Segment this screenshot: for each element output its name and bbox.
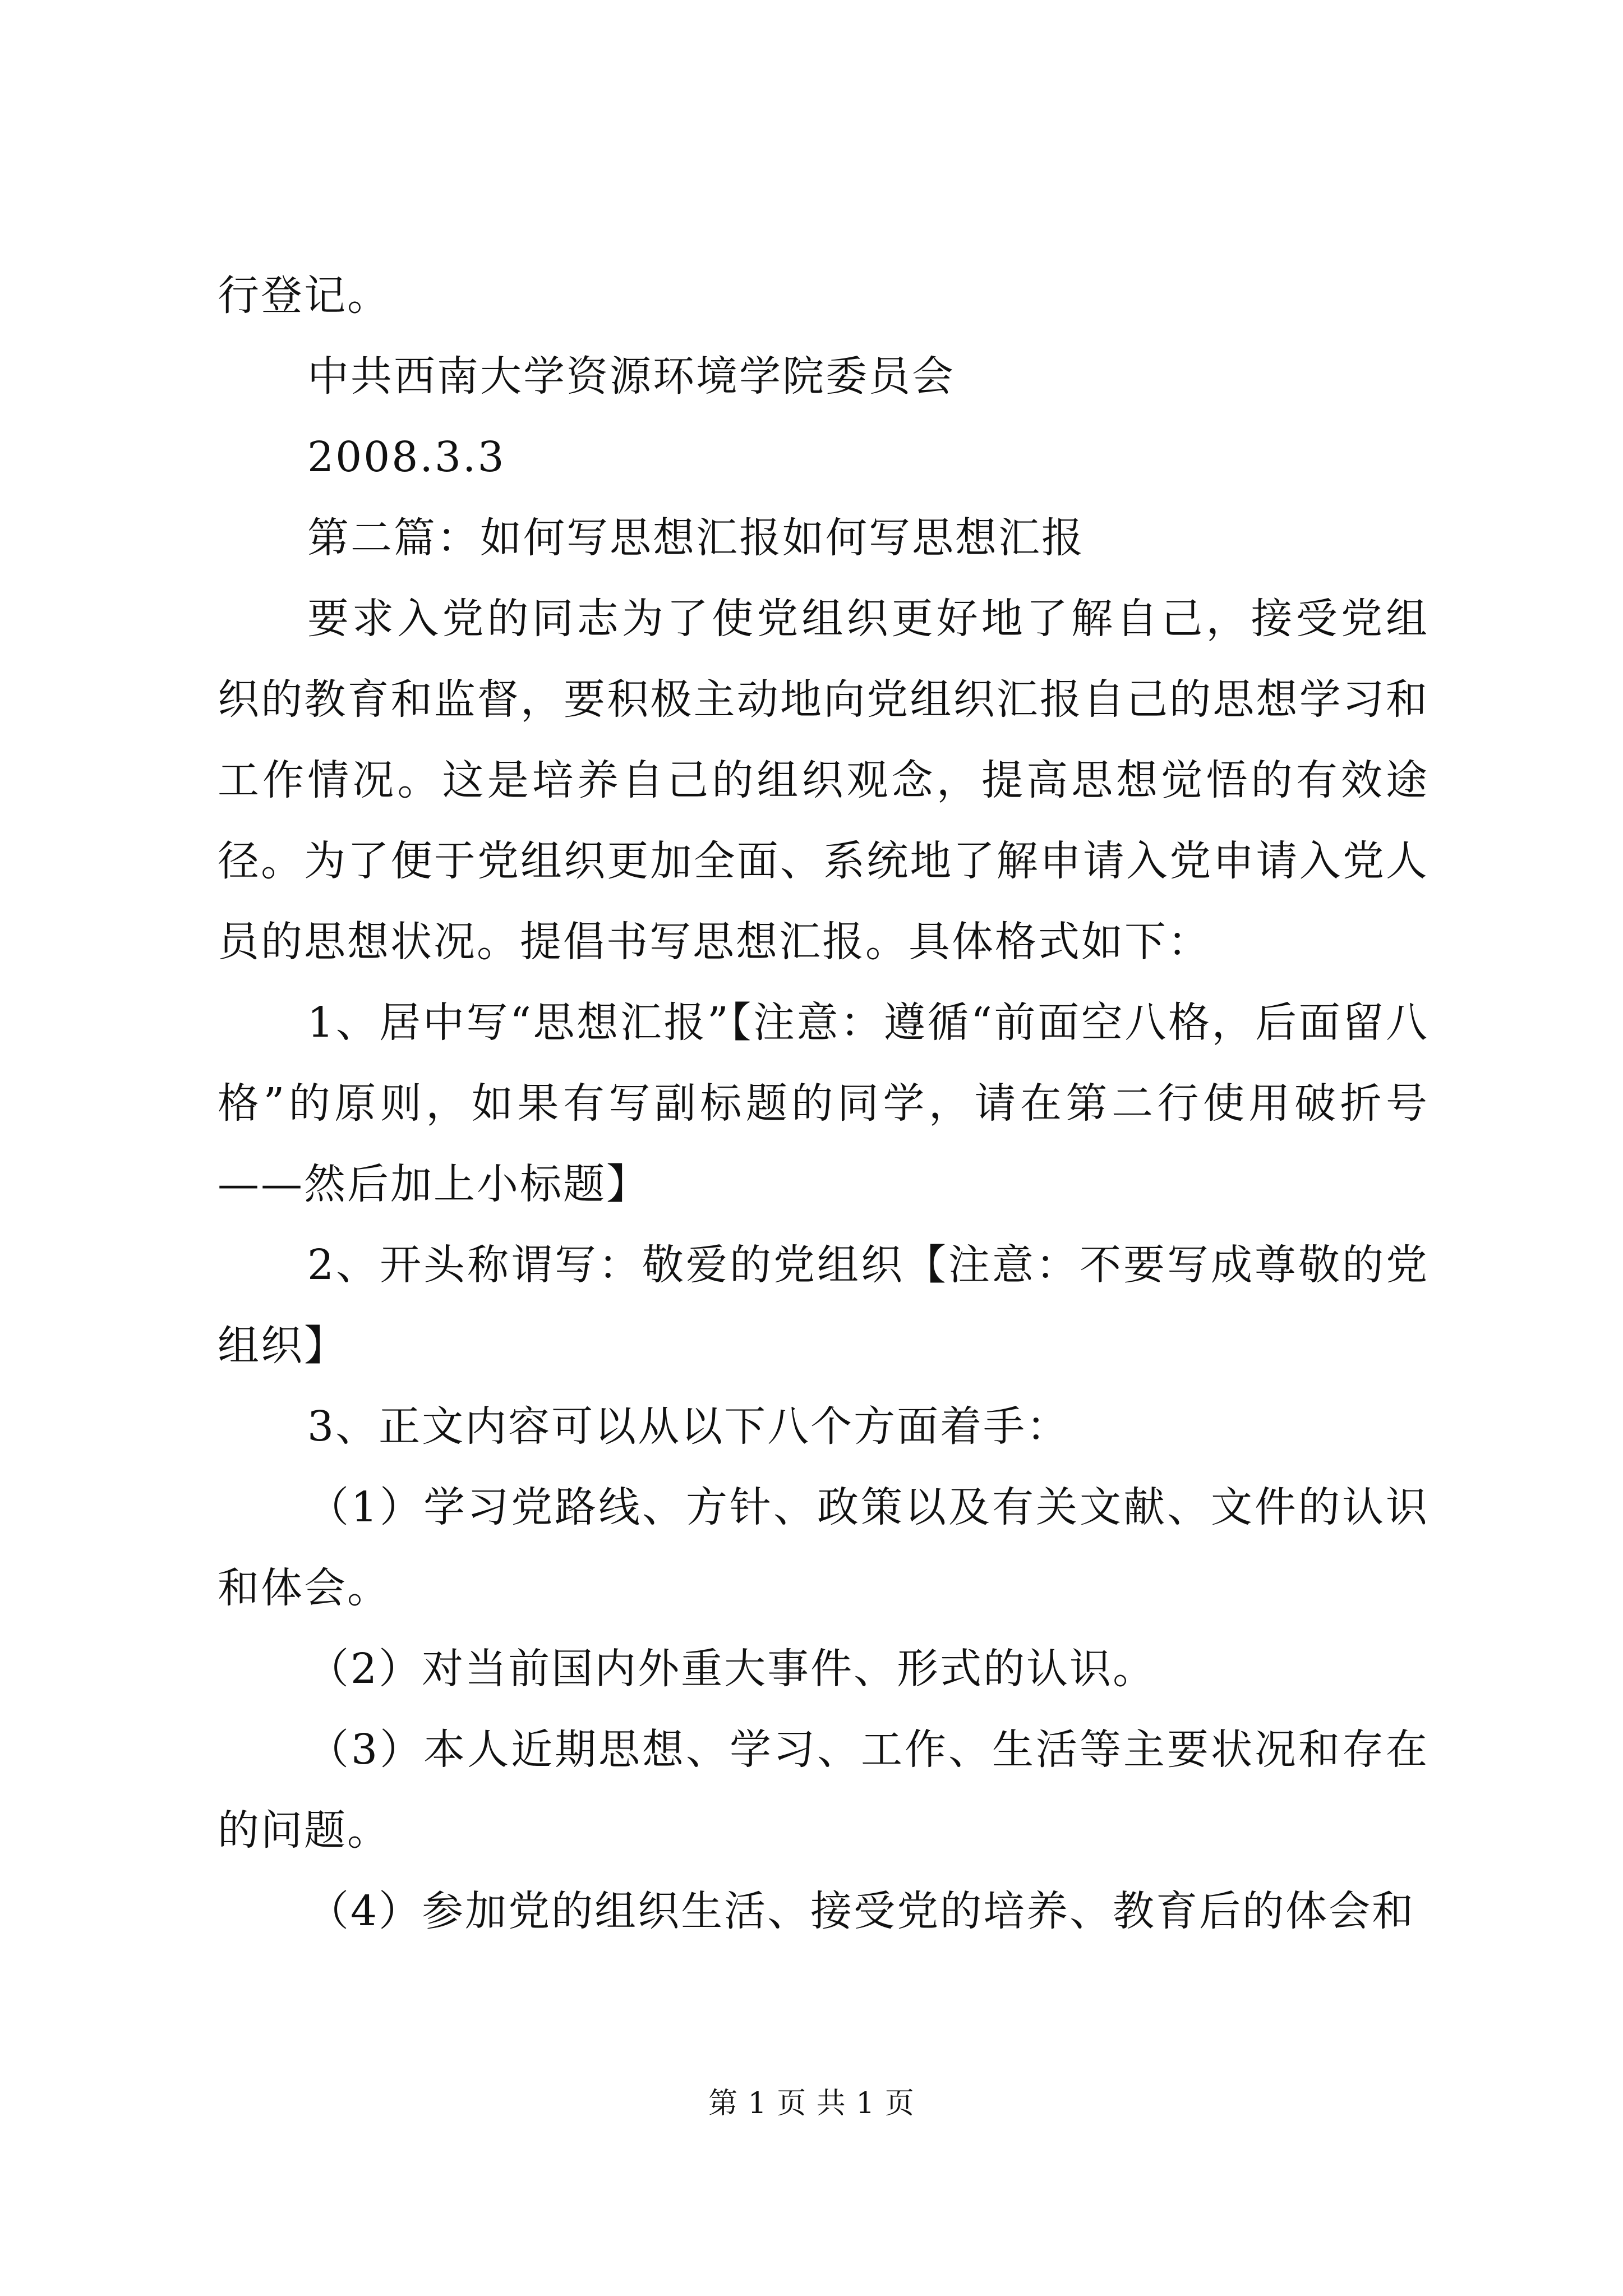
paragraph-subitem-3: （3）本人近期思想、学习、工作、生活等主要状况和存在的问题。 xyxy=(218,1726,1429,1855)
paragraph-subitem-2: （2）对当前国内外重大事件、形式的认识。 xyxy=(307,1645,1156,1693)
page-footer: 第 1 页 共 1 页 xyxy=(708,2087,915,2120)
paragraph-continuation: 行登记。 xyxy=(218,272,390,320)
paragraph-chapter-title: 第二篇：如何写思想汇报如何写思想汇报 xyxy=(307,514,1085,562)
paragraph-item-1: 1、居中写“思想汇报”【注意：遵循“前面空八格，后面留八格”的原则，如果有写副标题的同学，请在第二行使用破折号——然后加上小标题】 xyxy=(218,999,1429,1208)
paragraph-subitem-4: （4）参加党的组织生活、接受党的培养、教育后的体会和 xyxy=(307,1887,1415,1935)
paragraph-date: 2008.3.3 xyxy=(307,433,506,481)
document-body xyxy=(218,255,1429,1952)
paragraph-committee: 中共西南大学资源环境学院委员会 xyxy=(307,352,955,401)
paragraph-subitem-1: （1）学习党路线、方针、政策以及有关文献、文件的认识和体会。 xyxy=(218,1483,1429,1612)
paragraph-item-2: 2、开头称谓写：敬爱的党组织【注意：不要写成尊敬的党组织】 xyxy=(218,1241,1429,1370)
paragraph-intro: 要求入党的同志为了使党组织更好地了解自己，接受党组织的教育和监督，要积极主动地向党组织汇报自己的思想学习和工作情况。这是培养自己的组织观念，提高思想觉悟的有效途径。为了便于党组织更加全面、系统地了解申请入党申请入党人员的思想状况。提倡书写思想汇报。具体格式如下： xyxy=(218,595,1429,966)
paragraph-item-3: 3、正文内容可以从以下八个方面着手： xyxy=(307,1402,1070,1451)
